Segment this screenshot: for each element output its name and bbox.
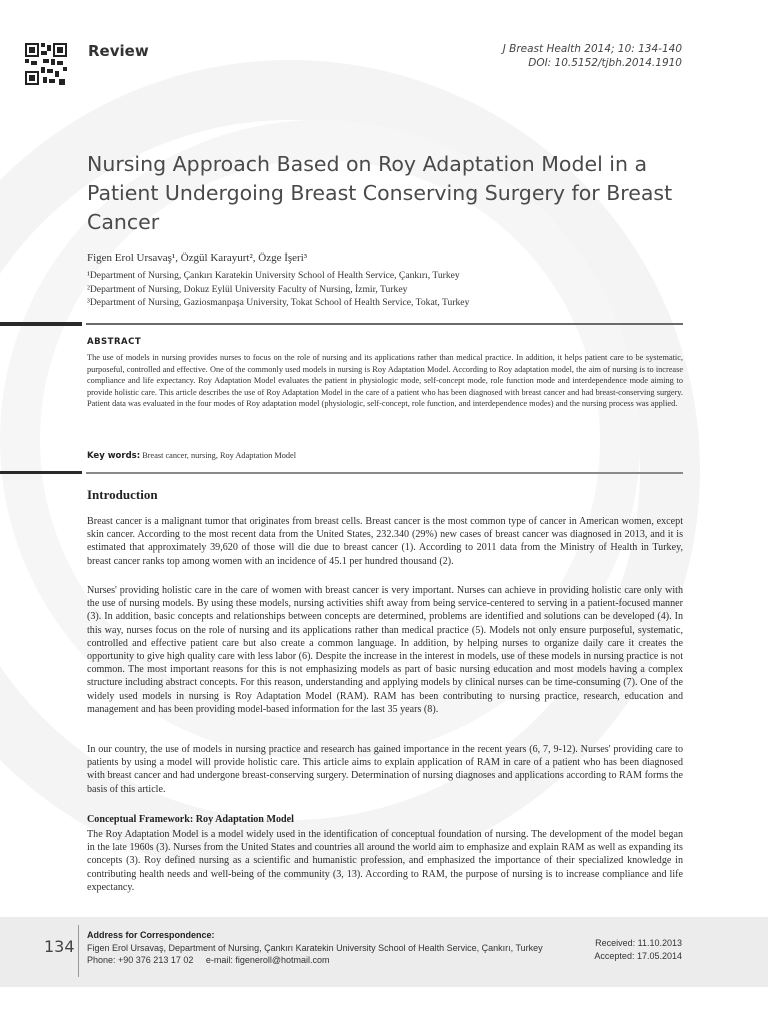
divider-accent bbox=[0, 322, 82, 326]
article-dates bbox=[594, 937, 682, 963]
keywords bbox=[87, 451, 296, 461]
affiliation: ³Department of Nursing, Gaziosmanpaşa University, Tokat School of Health Service, Tokat, Turkey bbox=[87, 297, 470, 308]
keywords-label: Key words: bbox=[87, 451, 141, 461]
footer-divider bbox=[78, 925, 79, 977]
body-paragraph: Breast cancer is a malignant tumor that originates from breast cells. Breast cancer is the most common type of cancer in American women, except skin cancer. According to the most recent data from the United States, 232.340 (29%) new cases of breast cancer was diagnosed in 2013, and it is estimated that approximately 39,620 of those will die due to breast cancer (1). According to 2011 data from the Ministry of Health in Turkey, breast cancer ranks top among women with an incidence of 45.1 per hundred thousand (2). bbox=[87, 516, 683, 567]
affiliation: ²Department of Nursing, Dokuz Eylül University Faculty of Nursing, İzmir, Turkey bbox=[87, 283, 408, 295]
body-paragraph: In our country, the use of models in nursing practice and research has gained importance in the recent years (6, 7, 9-12). Nurses' providing care to patients by using a model will provide holistic care. This article aims to explain application of RAM in care of a patient who has been diagnosed with breast cancer and had undergone breast-conserving surgery. Determination of nursing diagnoses and applications according to RAM forms the basis of this article. bbox=[87, 744, 683, 795]
correspondence-address: Figen Erol Ursavaş, Department of Nursing, Çankırı Karatekin University School of Health Service, Çankırı, Turkey bbox=[87, 942, 543, 953]
affiliations bbox=[87, 269, 469, 310]
journal-info bbox=[503, 42, 682, 70]
correspondence bbox=[87, 929, 543, 967]
divider bbox=[86, 323, 683, 325]
subsection-heading: Conceptual Framework: Roy Adaptation Model bbox=[87, 814, 294, 825]
section-label: Review bbox=[88, 42, 149, 60]
correspondence-contact: Phone: +90 376 213 17 02 e-mail: figeneroll@hotmail.com bbox=[87, 955, 330, 966]
keywords-list: Breast cancer, nursing, Roy Adaptation Model bbox=[140, 451, 297, 460]
doi: DOI: 10.5152/tjbh.2014.1910 bbox=[528, 57, 682, 69]
body-paragraph: The Roy Adaptation Model is a model widely used in the identification of conceptual foundation of nursing. The development of the model began in the late 1960s (3). Nurses from the United States and countries all around the world aim to emphasize and explain RAM as well as expanding its concepts (3). Roy defined nursing as a scientific and humanistic profession, and emphasized the importance of their specialized knowledge in contributing health needs and well-being of the community (3, 13). According to RAM, the purpose of nursing is to increase compliance and life expectancy. bbox=[87, 829, 683, 893]
abstract-text: The use of models in nursing provides nurses to focus on the role of nursing and its applications rather than medical practice. In addition, it helps patient care to be systematic, purposeful, controlled and effective. One of the commonly used models in nursing is Roy Adaptation Model. According to Roy adaptation model, the aim of nursing is to increase compliance and life expectancy. Roy Adaptation Model evaluates the patient in physiologic mode, self-concept mode, role function mode and interdependence mode aiming to provide holistic care. This article describes the use of Roy Adaptation Model in the care of a patient who has been diagnosed with breast cancer and had breast-conserving surgery. Patient data was evaluated in the four modes of Roy adaptation model (physiologic, self-concept, role function, and interdependence modes) and the nursing process was applied. bbox=[87, 353, 683, 409]
received-date: Received: 11.10.2013 bbox=[595, 938, 682, 948]
abstract-heading: ABSTRACT bbox=[87, 337, 142, 347]
body-paragraph: Nurses' providing holistic care in the care of women with breast cancer is very important. Nurses can achieve in providing holistic care only with the use of nursing models. By using these models, nursing activities shift away from being service-centered to serving in a patient-focused manner (3). In addition, basic concepts and relationships between concepts are determined, problems are identified and solutions can be developed (4). In this way, nurses focus on the role of nursing and its applications rather than medical practice (5). Models not only ensure purposeful, systematic, controlled and effective patient care but also create a common language. In addition, by helping nurses to organize daily care it creates the opportunity to give high quality care with less labor (6). Despite the increase in the interest in models, use of these models in nursing practice is not common. The most important reasons for this is not emphasizing models as part of basic nursing education and most models having a complex structure including abstract concepts. For this reason, understanding and applying models by clinical nurses can be time-consuming (7). One of the widely used models in nursing is Roy Adaptation Model (RAM). RAM has been contributing to nursing practice, research, education and management and has been providing model-based information for the last 35 years (8). bbox=[87, 585, 683, 715]
journal-citation: J Breast Health 2014; 10: 134-140 bbox=[502, 43, 682, 55]
qr-code-icon bbox=[25, 43, 67, 85]
accepted-date: Accepted: 17.05.2014 bbox=[594, 950, 682, 961]
affiliation: ¹Department of Nursing, Çankırı Karatekin University School of Health Service, Çankırı, Turkey bbox=[87, 270, 460, 281]
divider-accent bbox=[0, 471, 82, 474]
correspondence-heading: Address for Correspondence: bbox=[87, 930, 215, 940]
page-number: 134 bbox=[44, 937, 75, 956]
divider bbox=[86, 472, 683, 474]
article-title: Nursing Approach Based on Roy Adaptation Model in a Patient Undergoing Breast Conserving Surgery for Breast Cancer bbox=[87, 152, 673, 234]
section-heading-introduction: Introduction bbox=[87, 487, 158, 502]
authors: Figen Erol Ursavaş¹, Özgül Karayurt², Özge İşeri³ bbox=[87, 252, 308, 264]
